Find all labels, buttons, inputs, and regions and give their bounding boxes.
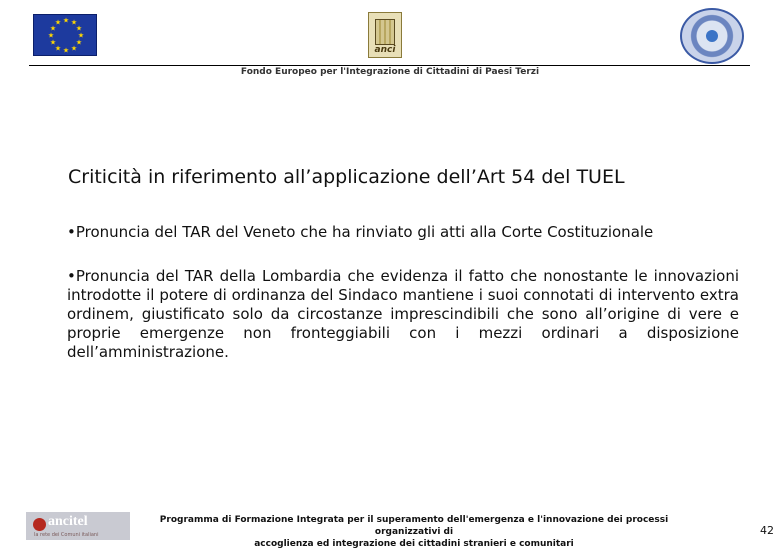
footer-program-text — [134, 514, 694, 550]
ancitel-logo — [26, 512, 130, 540]
ancitel-logo-text: ancitel — [48, 514, 88, 529]
footer-line-1: Programma di Formazione Integrata per il superamento dell'emergenza e l'innovazione dei processi organizzativi di — [159, 515, 669, 537]
header-divider — [29, 65, 750, 66]
ancitel-tagline: la rete dei Comuni italiani — [34, 532, 99, 538]
eu-flag-icon: ★ ★ ★ ★ ★ ★ ★ ★ ★ ★ ★ ★ — [33, 14, 97, 56]
anci-logo-text: anci — [374, 45, 396, 55]
page-number: 42 — [760, 524, 774, 537]
bullet-item: •Pronuncia del TAR della Lombardia che evidenza il fatto che nonostante le innovazioni introdotte il potere di ordinanza del Sindaco mantiene i suoi connotati di intervento extra ordinem, giustificato solo da circostanze imprescindibili che sono all’origine di vere e proprie emergenze non fronteggiabili con i mezzi ordinari a disposizione dell’amministrazione. — [67, 267, 739, 361]
tower-icon — [375, 19, 395, 45]
anci-logo — [368, 12, 402, 58]
seal-logo — [680, 8, 744, 64]
bullet-item: •Pronuncia del TAR del Veneto che ha rinviato gli atti alla Corte Costituzionale — [67, 223, 654, 241]
funding-caption: Fondo Europeo per l'Integrazione di Cittadini di Paesi Terzi — [240, 67, 540, 77]
slide-title: Criticità in riferimento all’applicazione dell’Art 54 del TUEL — [68, 166, 625, 188]
footer-line-2: accoglienza ed integrazione dei cittadini stranieri e comunitari — [254, 539, 574, 549]
ancitel-swirl-icon — [33, 518, 46, 531]
